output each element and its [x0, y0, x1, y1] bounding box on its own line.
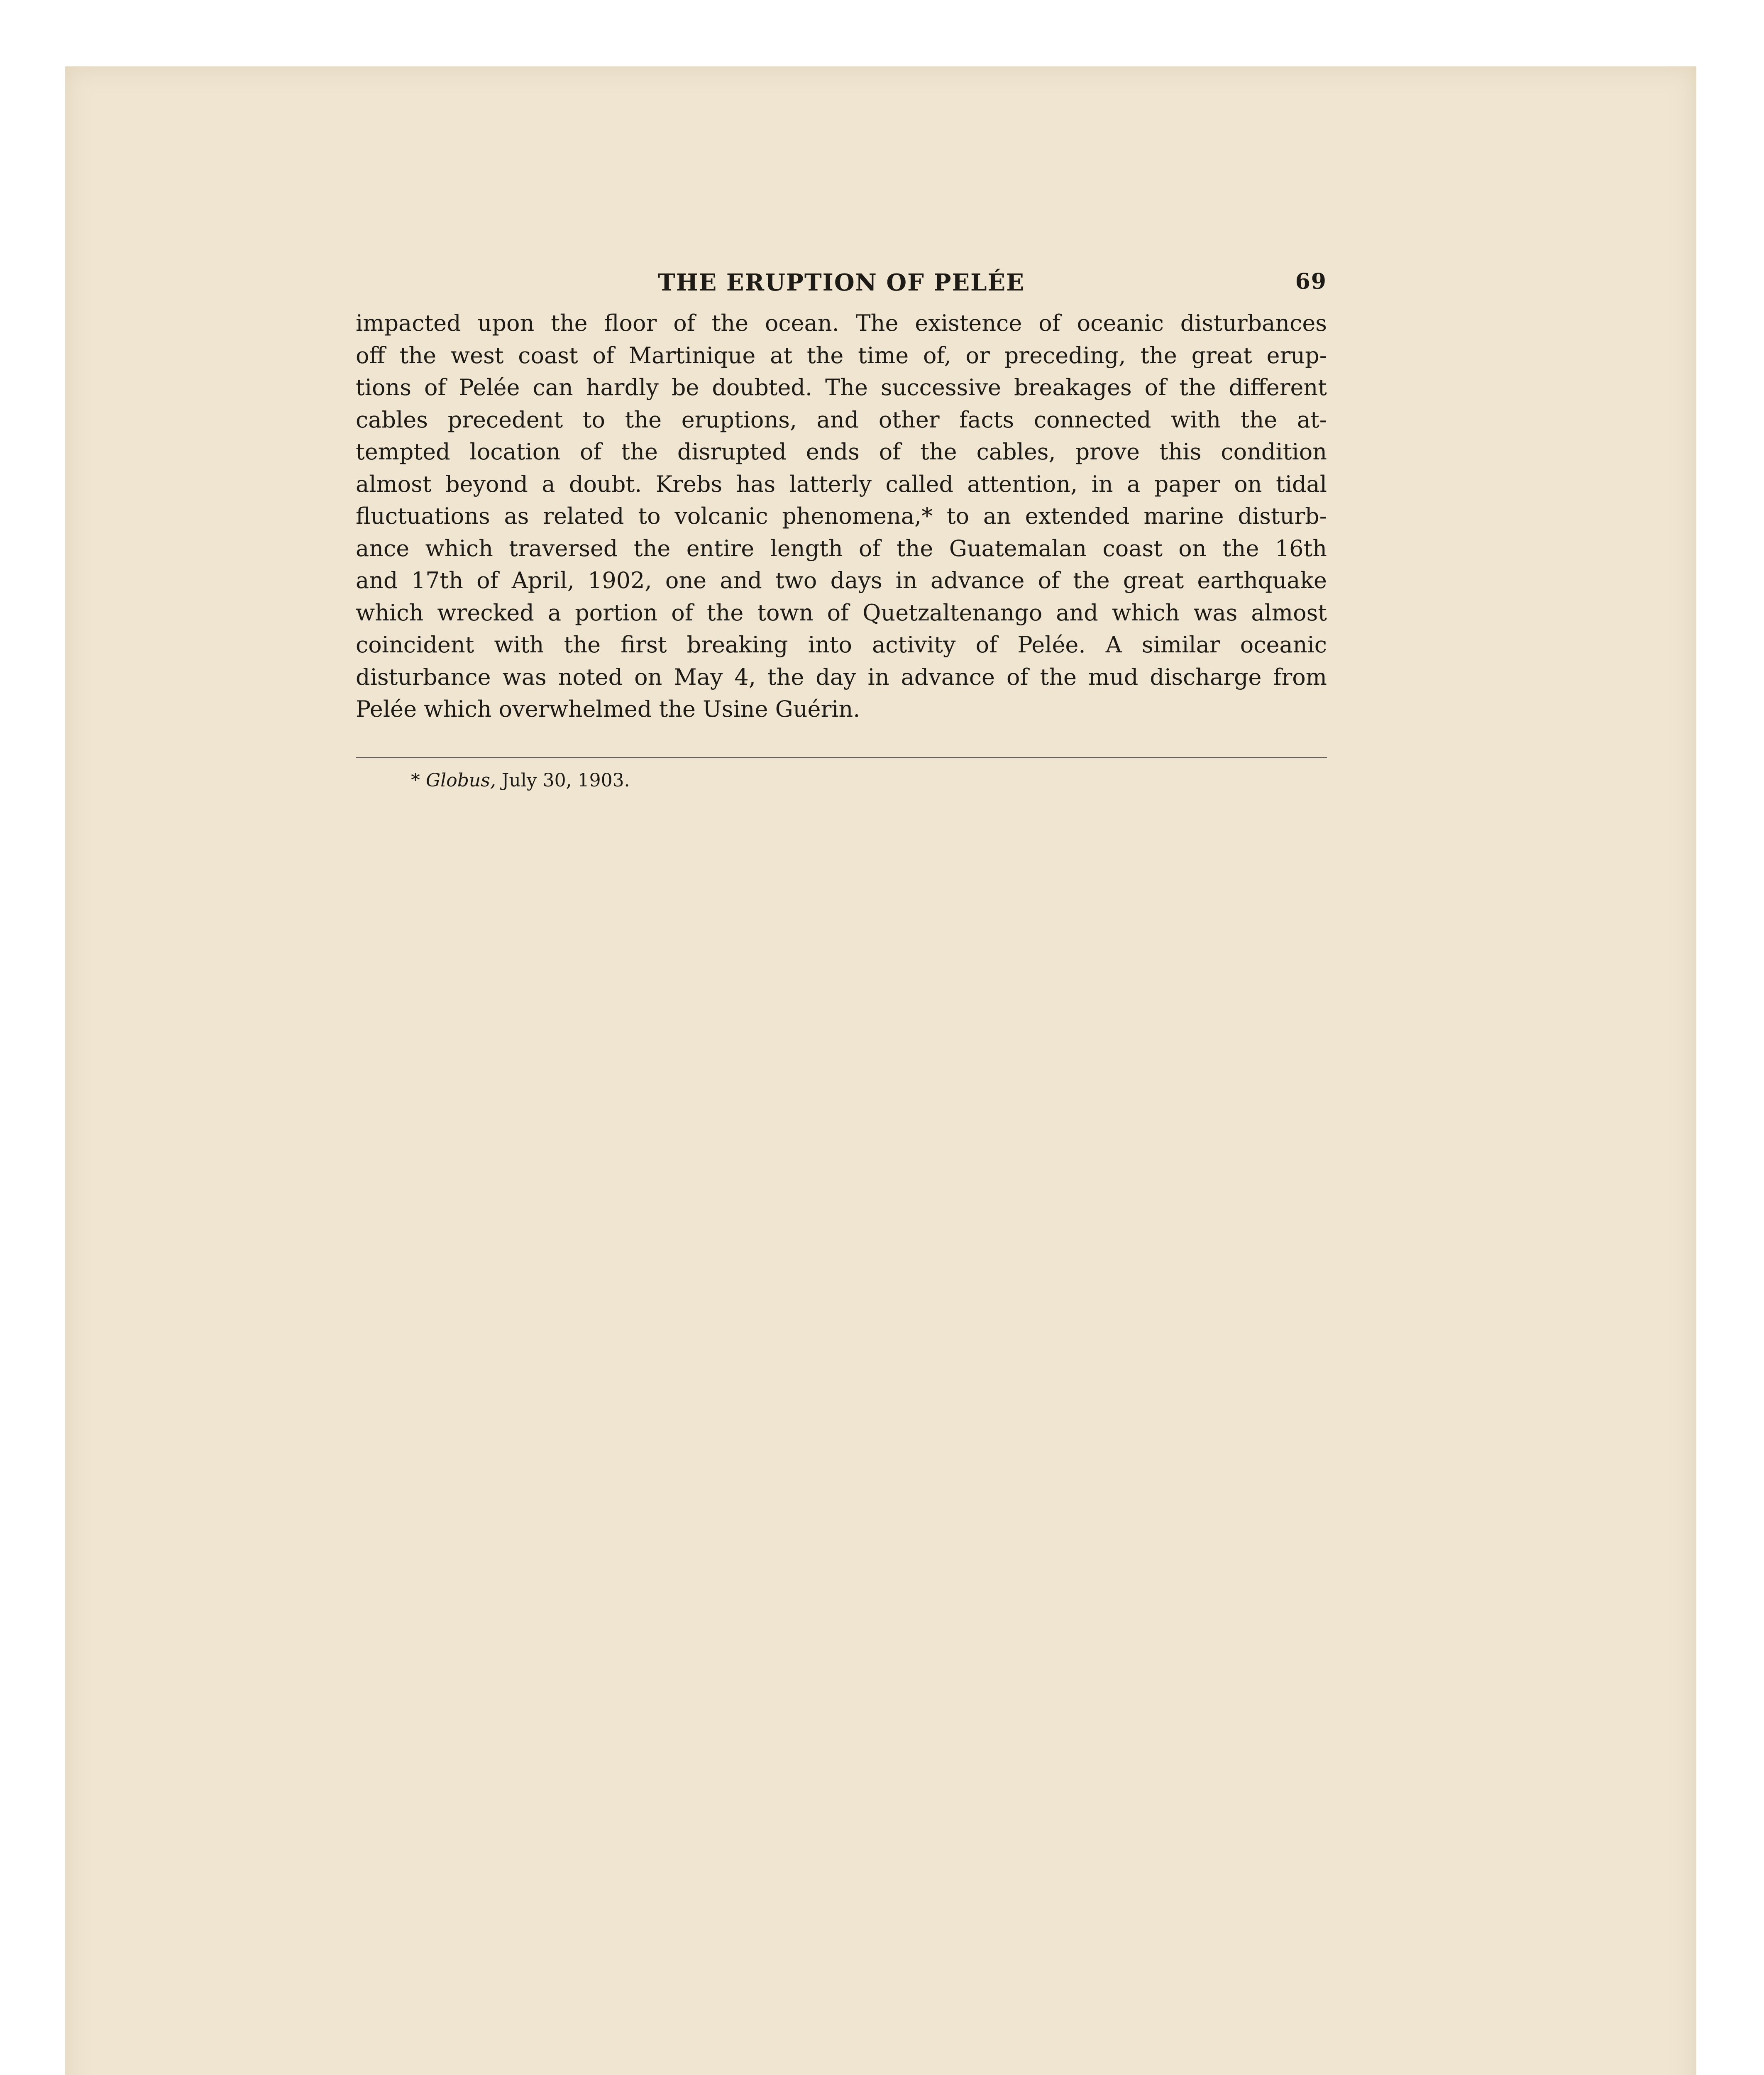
text-line: and 17th of April, 1902, one and two days in advance of the great earthquake: [356, 567, 1327, 593]
text-line: impacted upon the floor of the ocean. The existence of oceanic disturbances: [356, 310, 1327, 336]
text-line: which wrecked a portion of the town of Quetzaltenango and which was almost: [356, 599, 1327, 626]
footnote-date: July 30, 1903.: [496, 770, 630, 791]
text-block: [356, 266, 1327, 725]
body-paragraph: [356, 307, 1327, 725]
text-line: Pelée which overwhelmed the Usine Guérin.: [356, 696, 860, 722]
text-line: ance which traversed the entire length of the Guatemalan coast on the 16th: [356, 535, 1327, 561]
text-line: almost beyond a doubt. Krebs has latterly called attention, in a paper on tidal: [356, 471, 1327, 497]
footnote-divider: [356, 757, 1327, 758]
running-head: [356, 266, 1327, 307]
text-line: off the west coast of Martinique at the time of, or preceding, the great erup-: [356, 342, 1327, 369]
footnote: [411, 770, 630, 791]
footnote-source: Globus,: [426, 770, 496, 791]
running-title: THE ERUPTION OF PELÉE: [658, 269, 1025, 296]
text-line: disturbance was noted on May 4, the day in advance of the mud discharge from: [356, 664, 1327, 690]
page-number: 69: [1295, 269, 1327, 294]
text-line: coincident with the first breaking into activity of Pelée. A similar oceanic: [356, 632, 1327, 658]
text-line: tempted location of the disrupted ends of the cables, prove this condition: [356, 439, 1327, 465]
footnote-marker: *: [411, 770, 426, 791]
text-line: cables precedent to the eruptions, and other facts connected with the at-: [356, 406, 1327, 433]
text-line: tions of Pelée can hardly be doubted. The successive breakages of the different: [356, 374, 1327, 400]
text-line: fluctuations as related to volcanic phenomena,* to an extended marine disturb-: [356, 503, 1327, 529]
